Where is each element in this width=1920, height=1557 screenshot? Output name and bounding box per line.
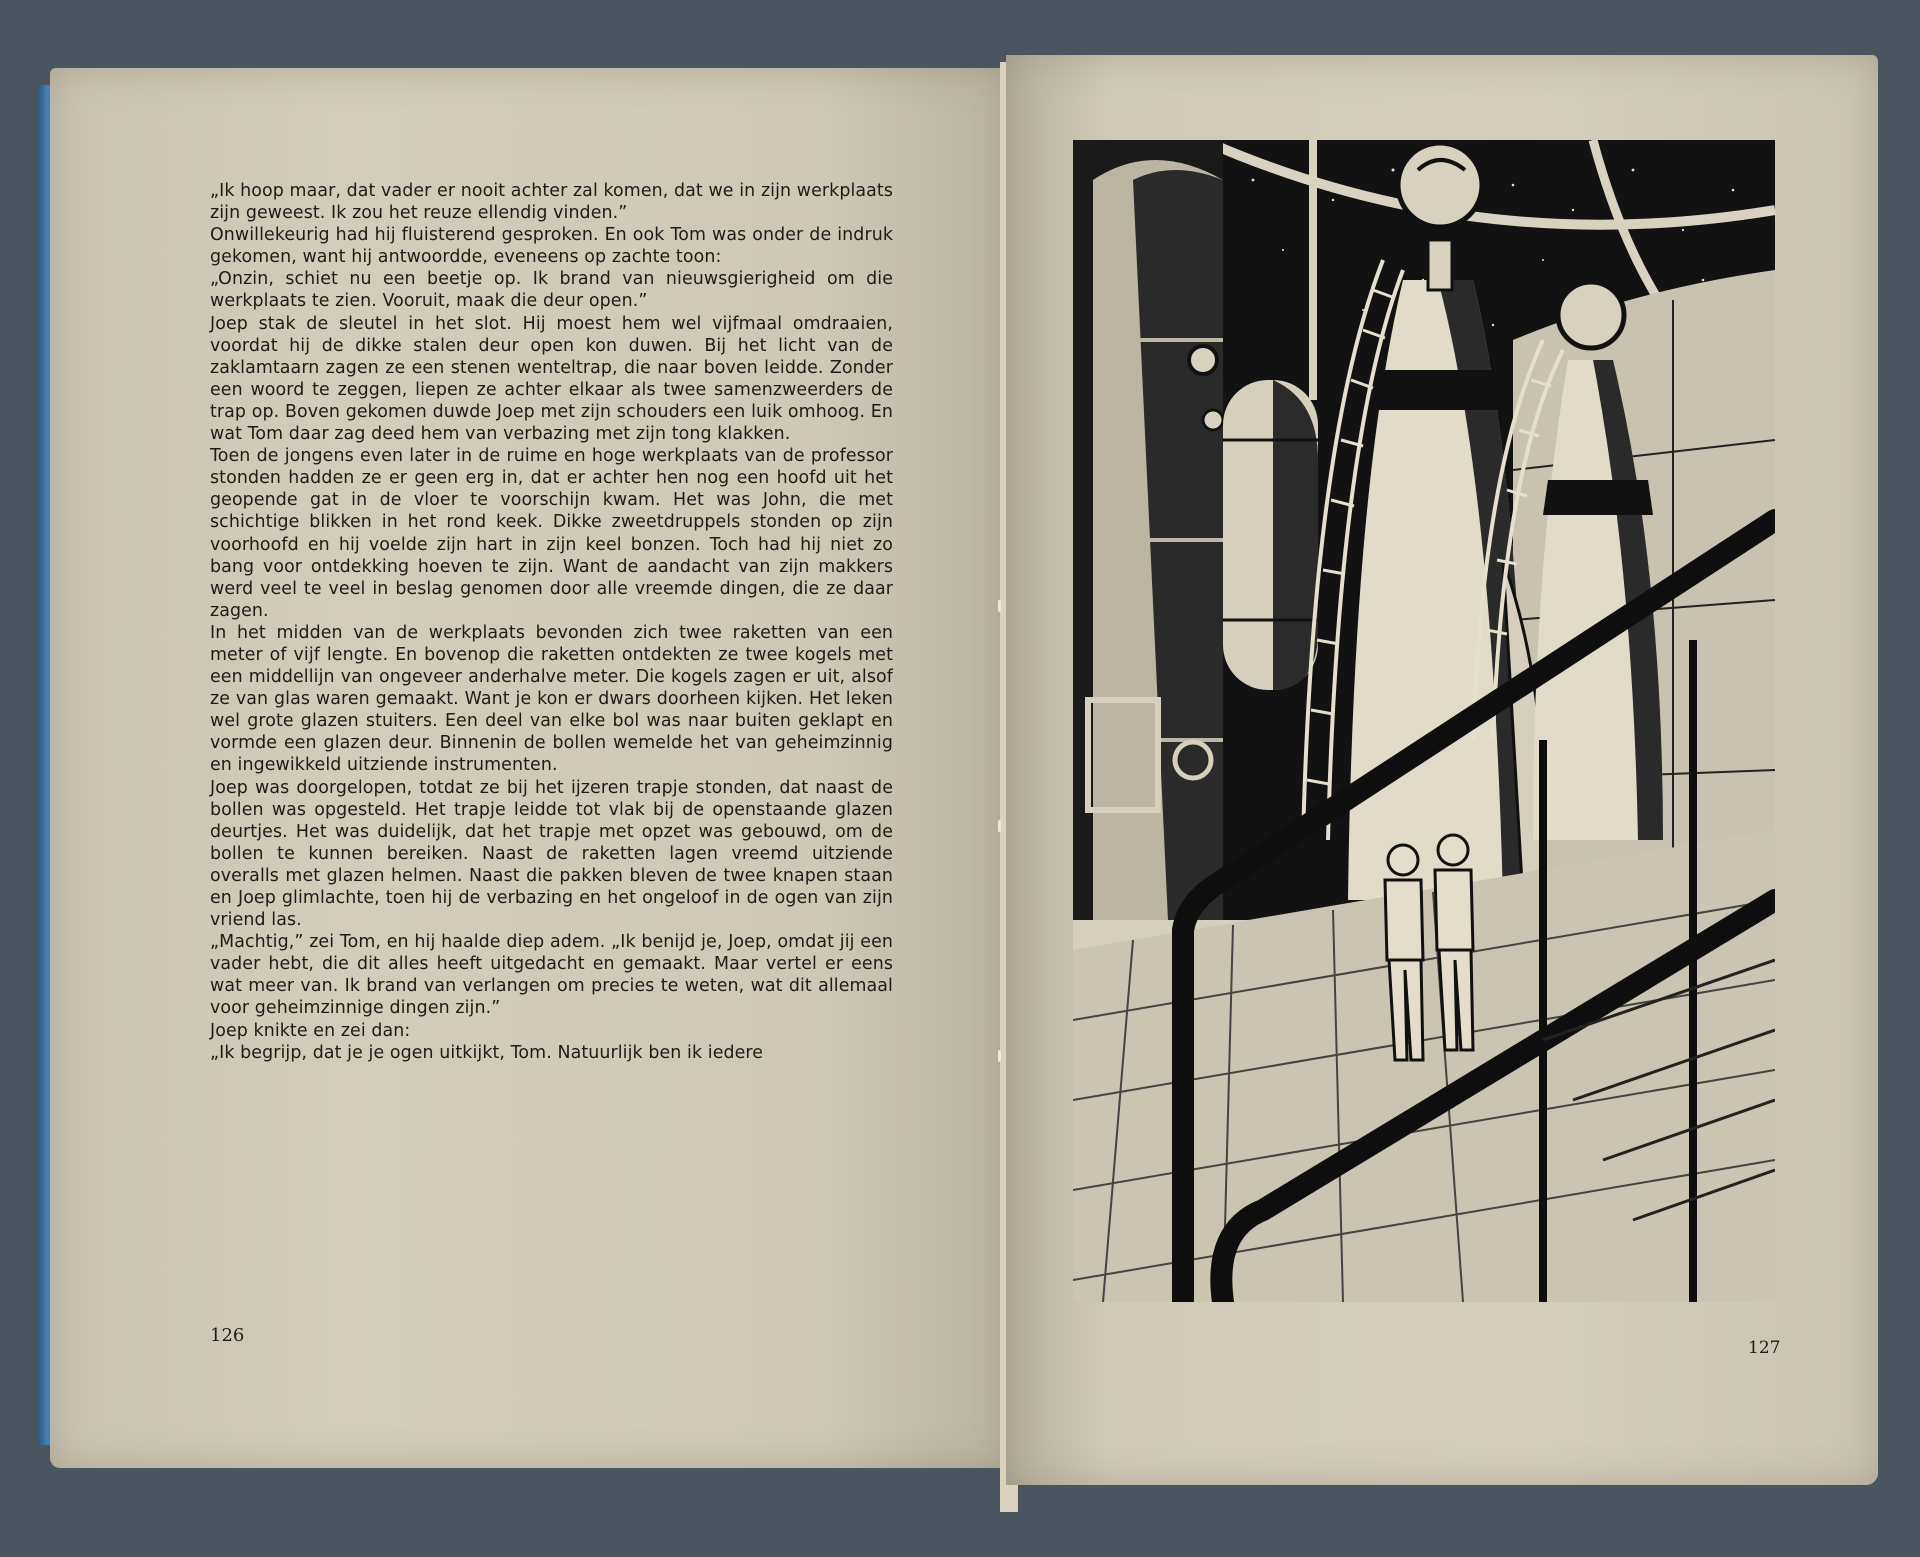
paragraph: Joep was doorgelopen, totdat ze bij het ijzeren trapje stonden, dat naast de bollen was opgesteld. Het trapje leidde tot vlak bij de openstaande glazen deurtjes. Het was duidelijk, dat het trapje met opzet was gebouwd, om de bollen te kunnen bereiken. Naast de raketten lagen vreemd uitziende overalls met glazen helmen. Naast die pakken bleven de twee knapen staan en Joep glimlachte, toen hij de verbazing en het ongeloof in de ogen van zijn vriend las. bbox=[210, 777, 893, 931]
paragraph: Onwillekeurig had hij fluisterend gesproken. En ook Tom was onder de indruk gekomen, want hij antwoordde, eveneens op zachte toon: bbox=[210, 225, 893, 268]
page-number-left: 126 bbox=[210, 1325, 245, 1346]
paragraph: Joep knikte en zei dan: bbox=[210, 1020, 411, 1041]
paragraph: In het midden van de werkplaats bevonden zich twee raketten van een meter of vijf lengte. En bovenop die raketten ontdekten ze twee kogels met een middellijn van ongeveer anderhalve meter. Die kogels zagen er uit, alsof ze van glas waren gemaakt. Want je kon er dwars doorheen kijken. Het leken wel grote glazen stuiters. Een deel van elke bol was naar buiten geklapt en vormde een glazen deur. Binnenin de bollen wemelde het van geheimzinnig en ingewikkeld uitziende instrumenten. bbox=[210, 622, 893, 776]
binding-stitch bbox=[998, 600, 1001, 612]
paragraph: „Ik hoop maar, dat vader er nooit achter zal komen, dat we in zijn werkplaats zijn geweest. Ik zou het reuze ellendig vinden.” bbox=[210, 181, 893, 224]
paragraph: „Onzin, schiet nu een beetje op. Ik brand van nieuwsgierigheid om die werkplaats te zien. Vooruit, maak die deur open.” bbox=[210, 269, 893, 312]
rocket-workshop-illustration bbox=[1073, 140, 1775, 1302]
binding-stitch bbox=[998, 820, 1001, 832]
paragraph: „Machtig,” zei Tom, en hij haalde diep adem. „Ik benijd je, Joep, omdat jij een vader hebt, die dit alles heeft uitgedacht en gemaakt. Maar vertel er eens wat meer van. Ik brand van verlangen om precies te weten, wat dit allemaal voor geheimzinnige dingen zijn.” bbox=[210, 932, 893, 1019]
page-text bbox=[210, 180, 893, 1064]
binding-stitch bbox=[998, 1050, 1001, 1062]
paragraph: „Ik begrijp, dat je je ogen uitkijkt, Tom. Natuurlijk ben ik iedere bbox=[210, 1042, 764, 1063]
page-number-right: 127 bbox=[1748, 1338, 1781, 1358]
paragraph: Toen de jongens even later in de ruime en hoge werkplaats van de professor stonden hadden ze er geen erg in, dat er achter hen nog een hoofd uit het geopende gat in de vloer te voorschijn kwam. Het was John, die met schichtige blikken in het rond keek. Dikke zweetdruppels stonden op zijn voorhoofd en hij voelde zijn hart in zijn keel bonzen. Toch had hij niet zo bang voor ontdekking hoeven te zijn. Want de aandacht van zijn makkers werd veel te veel in beslag genomen door alle vreemde dingen, die ze daar zagen. bbox=[210, 446, 893, 621]
paragraph: Joep stak de sleutel in het slot. Hij moest hem wel vijfmaal omdraaien, voordat hij de dikke stalen deur open kon duwen. Bij het licht van de zaklamtaarn zagen ze een stenen wenteltrap, die naar boven leidde. Zonder een woord te zeggen, liepen ze achter elkaar als twee samenzweerders de trap op. Boven gekomen duwde Joep met zijn schouders een luik omhoog. En wat Tom daar zag deed hem van verbazing met zijn tong klakken. bbox=[210, 313, 893, 445]
